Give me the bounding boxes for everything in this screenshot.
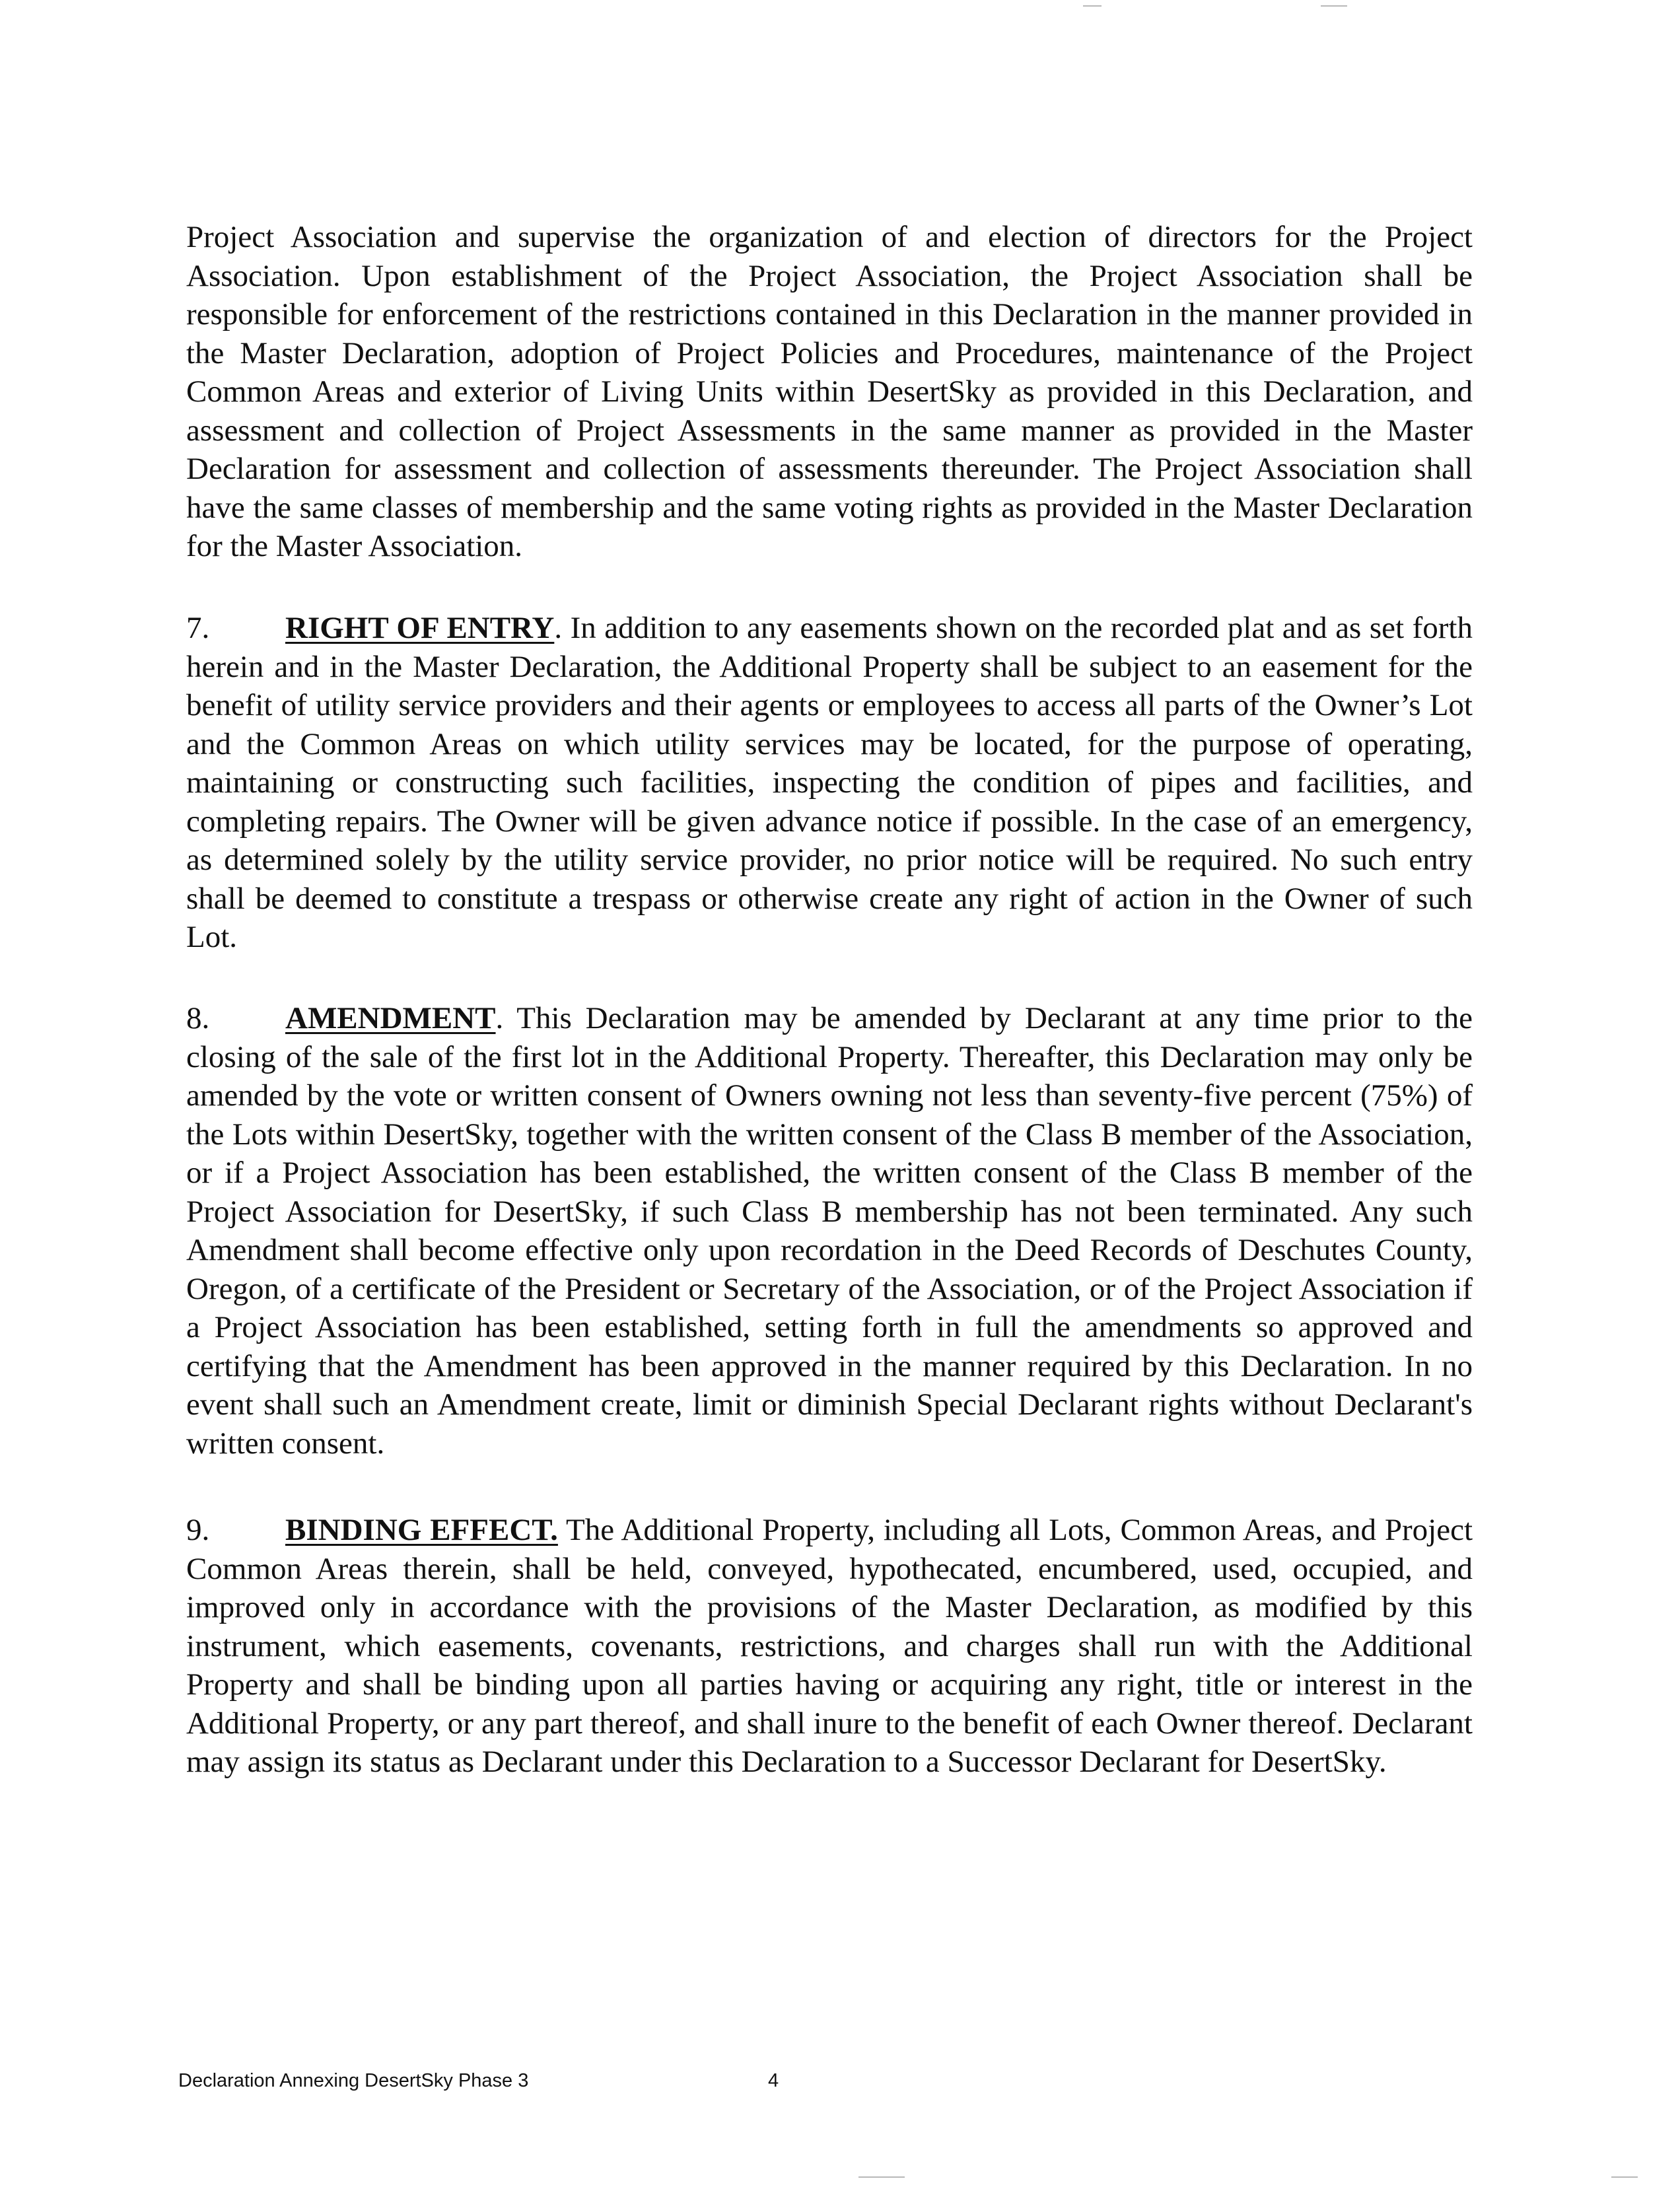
scan-artifact-bottom: [858, 2176, 905, 2178]
section-body: In addition to any easements shown on the recorded plat and as set forth herein and in the Master Declaration, the Additional Property shall be subject to an easement for the benefit of utility service providers and their agents or employees to access all parts of the Owner’s Lot and the Common Areas on which utility services may be located, for the purpose of operating, maintaining or constructing such facilities, inspecting the condition of pipes and facilities, and completing repairs. The Owner will be given advance notice if possible. In the case of an emergency, as determined solely by the utility service provider, no prior notice will be required. No such entry shall be deemed to constitute a trespass or otherwise create any right of action in the Owner of such Lot.: [186, 611, 1473, 954]
section-heading: RIGHT OF ENTRY: [285, 611, 555, 645]
section-amendment: [186, 999, 1473, 1463]
page-number: 4: [768, 2070, 779, 2091]
section-number: 9.: [186, 1513, 210, 1547]
section-heading-punct: .: [554, 611, 563, 645]
section-binding-effect: [186, 1511, 1473, 1782]
scan-artifact-top: [1083, 5, 1102, 7]
footer-title: Declaration Annexing DesertSky Phase 3: [178, 2070, 529, 2091]
intro-paragraph: Project Association and supervise the organization of and election of directors for the Project Association. Upon establishment of the Project Association, the Project Association shall be responsible for enforcement of the restrictions contained in this Declaration in the manner provided in the Master Declaration, adoption of Project Policies and Procedures, maintenance of the Project Common Areas and exterior of Living Units within DesertSky as provided in this Declaration, and assessment and collection of Project Assessments in the same manner as provided in the Master Declaration for assessment and collection of assessments thereunder. The Project Association shall have the same classes of membership and the same voting rights as provided in the Master Declaration for the Master Association.: [186, 220, 1473, 563]
section-body: The Additional Property, including all Lots, Common Areas, and Project Common Areas therein, shall be held, conveyed, hypothecated, encumbered, used, occupied, and improved only in accordance with the provisions of the Master Declaration, as modified by this instrument, which easements, covenants, restrictions, and charges shall run with the Additional Property and shall be binding upon all parties having or acquiring any right, title or interest in the Additional Property, or any part thereof, and shall inure to the benefit of each Owner thereof. Declarant may assign its status as Declarant under this Declaration to a Successor Declarant for DesertSky.: [186, 1513, 1473, 1779]
section-number: 7.: [186, 611, 210, 645]
section-number: 8.: [186, 1001, 210, 1035]
section-body: This Declaration may be amended by Declarant at any time prior to the closing of the sale of the first lot in the Additional Property. Thereafter, this Declaration may only be amended by the vote or written consent of Owners owning not less than seventy-five percent (75%) of the Lots within DesertSky, together with the written consent of the Class B member of the Association, or if a Project Association has been established, the written consent of the Class B member of the Project Association for DesertSky, if such Class B membership has not been terminated. Any such Amendment shall become effective only upon recordation in the Deed Records of Deschutes County, Oregon, of a certificate of the President or Secretary of the Association, or of the Project Association if a Project Association has been established, setting forth in full the amendments so approved and certifying that the Amendment has been approved in the manner required by this Declaration. In no event shall such an Amendment create, limit or diminish Special Declarant rights without Declarant's written consent.: [186, 1001, 1473, 1461]
scan-artifact-bottom: [1611, 2176, 1638, 2178]
section-right-of-entry: [186, 609, 1473, 957]
section-heading-punct: .: [495, 1001, 504, 1035]
section-heading: BINDING EFFECT.: [285, 1513, 558, 1547]
scan-artifact-top: [1321, 5, 1347, 7]
section-heading: AMENDMENT: [285, 1001, 496, 1035]
